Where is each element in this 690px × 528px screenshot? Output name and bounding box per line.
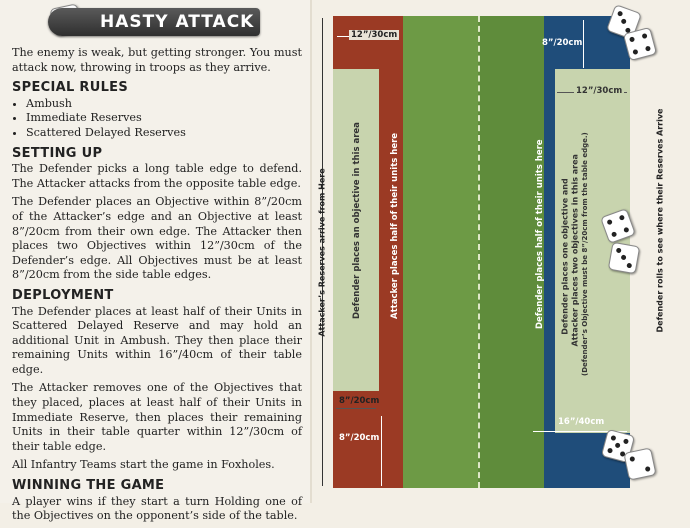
- setting-up-heading: SETTING UP: [12, 145, 103, 161]
- measure-arrow: [336, 408, 376, 409]
- column-divider: [310, 0, 312, 503]
- page-title: HASTY ATTACK: [100, 12, 255, 32]
- objective-area-line3: (Defender’s Objective must be 8”/20cm from the table edge.): [581, 132, 589, 376]
- deployment-p2: The Attacker removes one of the Objectives that they placed, places at least half of their Units in Immediate Reserve, then places their remaining Units in their table quarter within 12”/30cm of their table edge.: [12, 381, 302, 453]
- measure-arrow: [583, 20, 584, 68]
- attacker-reserves-label: Attacker’s Reserves arrive from Here: [317, 168, 327, 337]
- attacker-units-label: Attacker places half of their units here: [390, 132, 400, 319]
- die-icon: [608, 242, 640, 274]
- special-rules-list: [12, 97, 302, 141]
- title-banner: [48, 8, 260, 36]
- list-item: • Scattered Delayed Reserves: [26, 126, 302, 141]
- winning-heading: WINNING THE GAME: [12, 478, 165, 494]
- rules-column: [0, 0, 310, 523]
- winning-p1: A player wins if they start a turn Holding one of the Objectives on the opponent’s side of the table.: [12, 494, 302, 523]
- measure-top-right: 8”/20cm: [542, 38, 583, 48]
- rules-text: [12, 46, 302, 528]
- die-icon: [623, 27, 657, 61]
- deployment-heading: DEPLOYMENT: [12, 287, 114, 303]
- defender-objective-area-label: Defender places an objective in this area: [352, 122, 362, 319]
- objective-area-line1: Defender places one objective and: [560, 178, 570, 335]
- defender-reserves-label: Defender rolls to see where their Reserves Arrive: [655, 108, 665, 333]
- measure-right-zone: 12”/30cm: [576, 86, 623, 96]
- center-line: [478, 16, 480, 488]
- deployment-p3: All Infantry Teams start the game in Foxholes.: [12, 458, 275, 472]
- table-area-left: [403, 16, 478, 488]
- list-item: • Immediate Reserves: [26, 111, 302, 126]
- deployment-p1: The Defender places at least half of their Units in Scattered Delayed Reserve and may hold an additional Unit in Ambush. They then place their remaining Units within 16”/40cm of their table edge.: [12, 304, 302, 376]
- objective-area-line2: Attacker places two objectives in this area: [570, 154, 580, 347]
- special-rules-heading: SPECIAL RULES: [12, 80, 129, 96]
- measure-bottom-left-lower: 8”/20cm: [339, 433, 380, 443]
- defender-units-label: Defender places half of their units here: [535, 139, 545, 329]
- measure-bottom-left-upper: 8”/20cm: [339, 396, 380, 406]
- setting-up-p2: The Defender places an Objective within 8”/20cm of the Attacker’s edge and an Objective at least 8”/20cm from their own edge. The Attacker then places two Objectives within 12”/30cm of the Defender’s edge. All Objectives must be at least 8”/20cm from the side table edges.: [12, 195, 302, 282]
- measure-arrow: [381, 416, 382, 486]
- table-map: [333, 16, 630, 488]
- measure-bottom-right: 16”/40cm: [558, 417, 605, 427]
- die-icon: [623, 447, 656, 480]
- setting-up-p1: The Defender picks a long table edge to defend. The Attacker attacks from the opposite table edge.: [12, 162, 302, 190]
- measure-top-left: 12”/30cm: [351, 30, 398, 40]
- intro-text: The enemy is weak, but getting stronger. You must attack now, throwing in troops as they arrive.: [12, 46, 302, 74]
- list-item: • Ambush: [26, 97, 302, 112]
